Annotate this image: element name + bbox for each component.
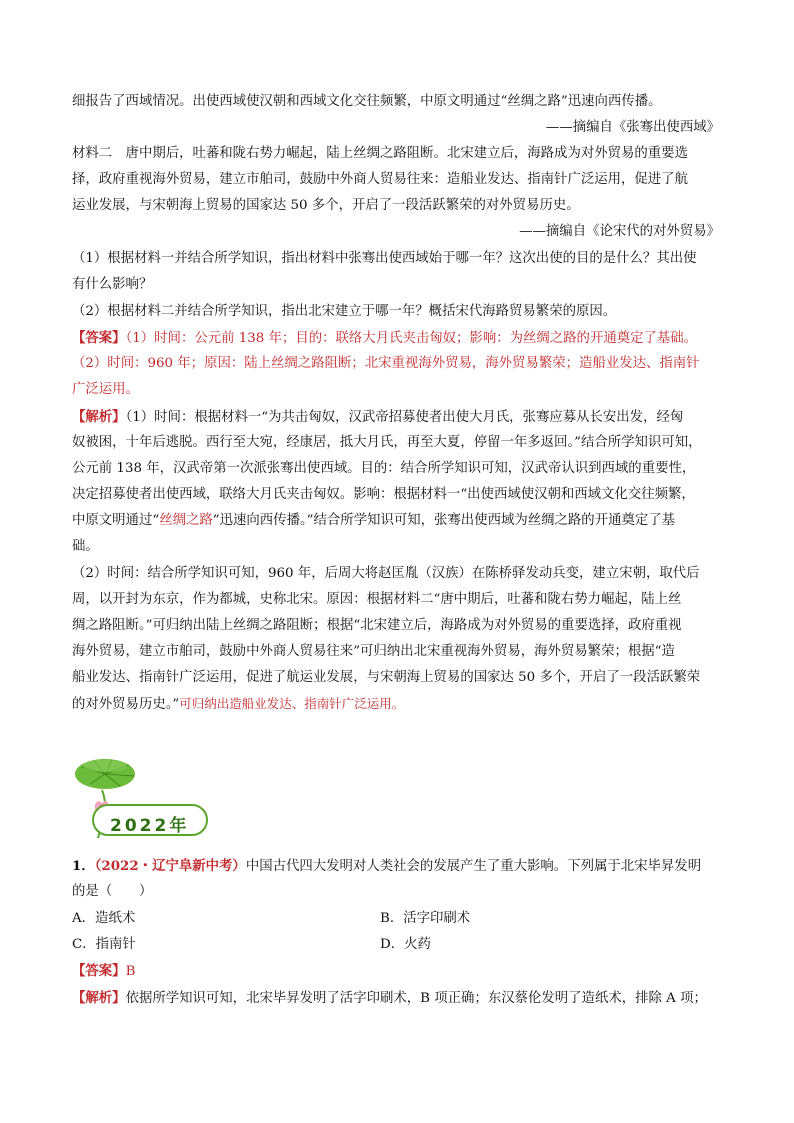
answer-line-1 (72, 329, 697, 348)
answer-line-3: 广泛运用。 (72, 382, 139, 397)
analysis-2-line-1: （2）时间：结合所学知识可知，960 年，后周大将赵匡胤（汉族）在陈桥驿发动兵变，建立宋朝，取代后 (72, 566, 700, 581)
option-a[interactable]: A．造纸术 (72, 911, 136, 926)
option-c[interactable]: C．指南针 (72, 937, 136, 952)
question-analysis-tag: 【解析】 (72, 990, 126, 1006)
analysis-line-3: 公元前 138 年，汉武帝第一次派张骞出使西域。目的：结合所学知识可知，汉武帝认识到西域的重要性， (72, 461, 696, 476)
analysis-line-1 (72, 408, 683, 427)
analysis-2-line-4: 海外贸易，建立市舶司，鼓励中外商人贸易往来”可归纳出北宋重视海外贸易，海外贸易繁荣；根据“造 (72, 644, 675, 659)
question-1-stem-2: 的是（ ） (72, 884, 153, 899)
question-answer (72, 962, 135, 981)
question-1-line-2: 有什么影响？ (72, 277, 153, 292)
analysis-2-line-6 (72, 695, 404, 714)
question-analysis-text: 依据所学知识可知，北宋毕昇发明了活字印刷术，B 项正确；东汉蔡伦发明了造纸术，排除 A 项； (125, 991, 707, 1006)
analysis-2-line-3: 绸之路阻断。”可归纳出陆上丝绸之路阻断；根据“北宋建立后，海路成为对外贸易的重要选择，政府重视 (72, 618, 682, 633)
analysis-2-6-red: 可归纳出造船业发达、指南针广泛运用。 (179, 696, 405, 711)
answer-tag: 【答案】 (72, 330, 126, 346)
answer-text-1: （1）时间：公元前 138 年；目的：联络大月氏夹击匈奴；影响：为丝绸之路的开通奠定了基础。 (125, 331, 698, 346)
question-text: 中国古代四大发明对人类社会的发展产生了重大影响。下列属于北宋毕昇发明 (245, 859, 702, 874)
analysis-line-2: 奴被困，十年后逃脱。西行至大宛，经康居，抵大月氏，再至大夏，停留一年多返回。”结合所学知识可知， (72, 435, 702, 450)
source-citation-2: ——摘编自《论宋代的对外贸易》 (519, 224, 720, 239)
question-1-stem (72, 857, 701, 876)
question-source: （2022・辽宁阜新中考） (94, 858, 246, 874)
source-citation-1: ——摘编自《张骞出使西域》 (545, 120, 720, 135)
question-answer-value: B (125, 964, 136, 979)
analysis-2-6-pre: 的对外贸易历史。” (72, 697, 180, 712)
analysis-text-1: （1）时间：根据材料一“为共击匈奴，汉武帝招募使者出使大月氏，张骞应募从长安出发，经匈 (125, 410, 684, 425)
analysis-2-line-2: 周，以开封为东京，作为都城，史称北宋。原因：根据材料二“唐中期后，吐蕃和陇右势力崛起，陆上丝 (72, 592, 682, 607)
answer-line-2: （2）时间：960 年；原因：陆上丝绸之路阻断；北宋重视海外贸易，海外贸易繁荣；造船业发达、指南针 (72, 356, 700, 371)
analysis-line-4: 决定招募使者出使西域，联络大月氏夹击匈奴。影响：根据材料一“出使西域使汉朝和西域文化交往频繁， (72, 487, 695, 502)
material-two-line-3: 运业发展，与宋朝海上贸易的国家达 50 多个，开启了一段活跃繁荣的对外贸易历史。 (72, 198, 580, 213)
analysis-5-pre: 中原文明通过“ (72, 513, 160, 528)
material-one-tail: 细报告了西域情况。出使西域使汉朝和西域文化交往频繁，中原文明通过“丝绸之路”迅速向西传播。 (72, 94, 662, 109)
analysis-tag: 【解析】 (72, 409, 126, 425)
question-2: （2）根据材料二并结合所学知识，指出北宋建立于哪一年？概括宋代海路贸易繁荣的原因。 (72, 304, 617, 319)
option-b[interactable]: B．活字印刷术 (380, 911, 471, 926)
analysis-line-5 (72, 512, 675, 530)
material-two-line-2: 择，政府重视海外贸易，建立市舶司，鼓励中外商人贸易往来：造船业发达、指南针广泛运用，促进了航 (72, 172, 688, 187)
analysis-5-red: 丝绸之路 (159, 513, 213, 528)
material-two-line-1: 材料二 唐中期后，吐蕃和陇右势力崛起，陆上丝绸之路阻断。北宋建立后，海路成为对外贸易的重要选 (72, 146, 688, 161)
analysis-5-post: ”迅速向西传播。”结合所学知识可知，张骞出使西域为丝绸之路的开通奠定了基 (212, 513, 676, 528)
year-label: 2022年 (110, 816, 190, 836)
question-1-line-1: （1）根据材料一并结合所学知识，指出材料中张骞出使西域始于哪一年？这次出使的目的是什么？其出使 (72, 251, 697, 266)
analysis-2-line-5: 船业发达、指南针广泛运用，促进了航运业发展，与宋朝海上贸易的国家达 50 多个，开启了一段活跃繁荣 (72, 670, 701, 685)
year-section-badge (72, 752, 222, 844)
option-d[interactable]: D．火药 (380, 937, 431, 952)
question-analysis (72, 989, 707, 1008)
question-number: 1． (72, 858, 95, 874)
analysis-line-6: 础。 (72, 539, 99, 554)
question-answer-tag: 【答案】 (72, 963, 126, 979)
